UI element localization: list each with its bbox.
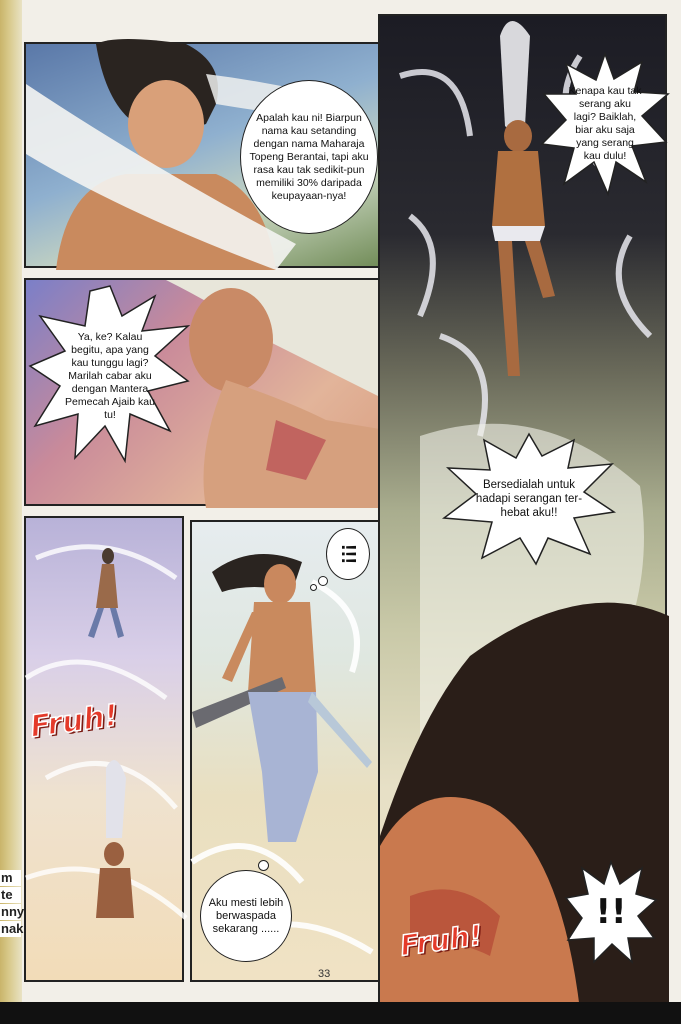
exclaim-text: !! — [595, 892, 627, 932]
thought-bubble-top — [326, 528, 370, 588]
speech-burst — [542, 54, 668, 194]
page-number: 33 — [318, 968, 331, 980]
panel-2 — [24, 278, 384, 506]
panel-3 — [24, 516, 184, 982]
sound-effect: Fruh! — [27, 698, 121, 745]
shout-text: Bersedialah untuk hadapi serangan ter-hebat aku!! — [475, 479, 583, 519]
scene-art — [26, 518, 186, 984]
thought-bubble — [326, 528, 370, 580]
thought-dot — [318, 576, 328, 586]
page-bottom-edge — [0, 1002, 681, 1024]
speech-text: Kenapa kau tak serang aku lagi? Baiklah, biar aku saja yang serang kau dulu! — [568, 85, 642, 162]
thought-text: Aku mesti lebih berwaspada sekarang ...... — [208, 896, 284, 935]
shout-text: Ya, ke? Kalau begitu, apa yang kau tunggu lagi? Marilah cabar aku dengan Mantera Pemecah Ajaib kau tu! — [65, 330, 155, 421]
speech-bubble — [240, 80, 378, 234]
panel-4 — [190, 520, 380, 982]
exclaim-burst — [566, 862, 656, 962]
edge-text: nak — [1, 921, 24, 936]
shout-burst — [444, 434, 614, 564]
edge-text: nny — [1, 904, 25, 919]
thought-bubble — [200, 870, 292, 962]
thought-text: !!! — [337, 544, 359, 564]
sound-effect: Fruh! — [398, 918, 485, 963]
speech-text: Apalah kau ni! Biarpun nama kau setanding dengan nama Maharaja Topeng Berantai, tapi aku rasa kau tak sedikit-pun memiliki 30% daripada keupayaan-nya! — [249, 111, 369, 202]
edge-text: te — [0, 887, 21, 903]
left-page-edge — [0, 0, 25, 1024]
thought-dot — [310, 584, 317, 591]
panel-right — [378, 14, 667, 1008]
edge-text: m — [0, 870, 21, 886]
panel-1 — [24, 42, 392, 268]
thought-dot — [258, 860, 269, 871]
shout-burst — [30, 286, 190, 466]
